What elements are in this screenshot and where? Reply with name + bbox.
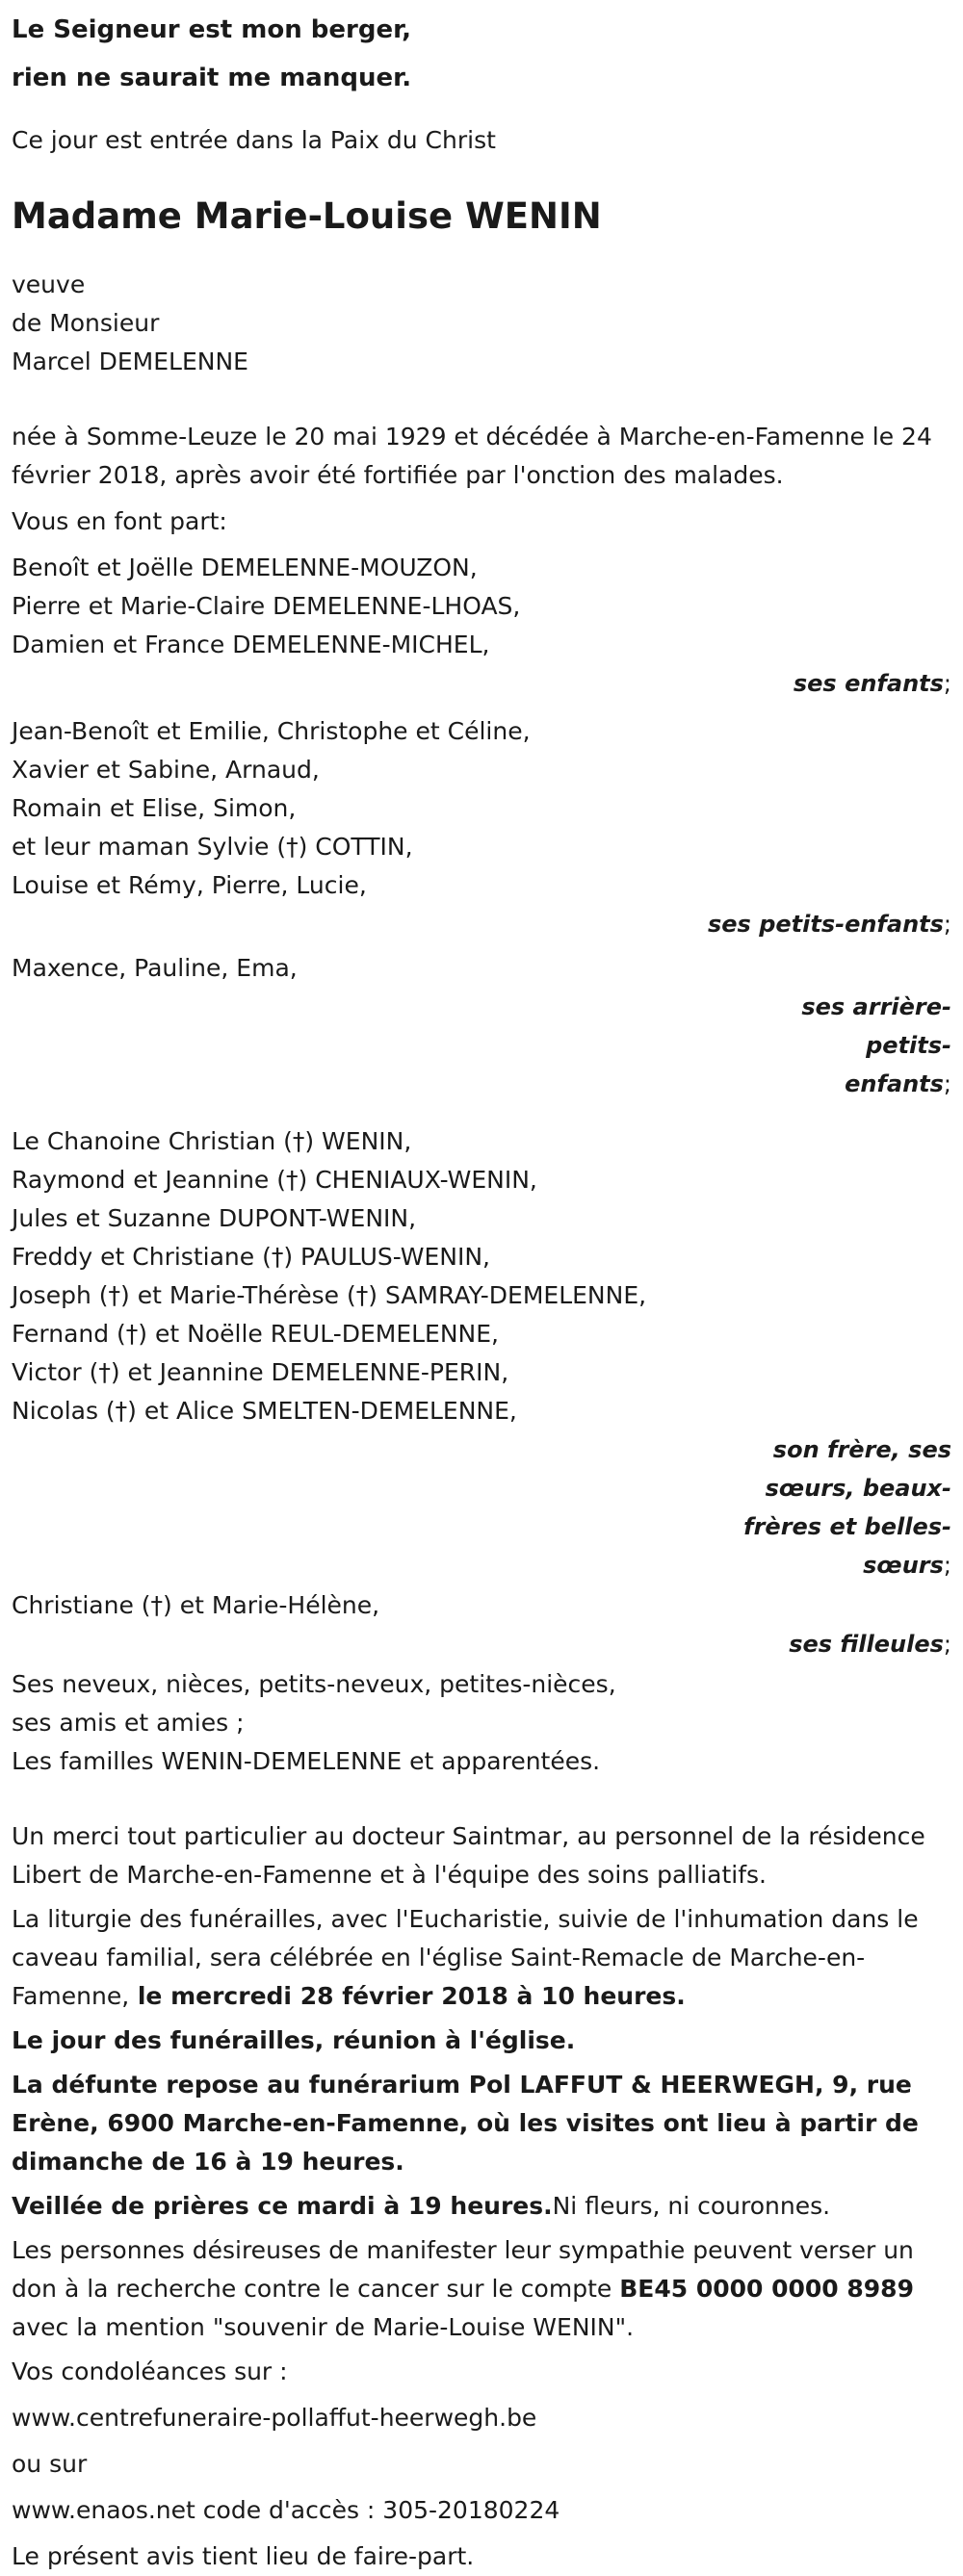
announce-text: Vous en font part: (12, 507, 227, 535)
bank-account: BE45 0000 0000 8989 (619, 2275, 914, 2303)
sibling-name: Le Chanoine Christian (†) WENIN, (12, 1127, 412, 1155)
others-line: Ses neveux, nièces, petits-neveux, petites-nièces, (12, 1670, 616, 1698)
spouse-line-1: veuve (12, 270, 86, 298)
vigil-text: Veillée de prières ce mardi à 19 heures.Ni fleurs, ni couronnes. (12, 2192, 831, 2220)
spouse-line-2: de Monsieur (12, 309, 160, 337)
child-name: Pierre et Marie-Claire DEMELENNE-LHOAS, (12, 592, 521, 620)
spouse-line-3: Marcel DEMELENNE (12, 348, 248, 375)
grandchild-name: Romain et Elise, Simon, (12, 794, 297, 822)
grandchild-name: et leur maman Sylvie (†) COTTIN, (12, 833, 413, 861)
grandchild-name: Louise et Rémy, Pierre, Lucie, (12, 871, 367, 899)
siblings-group (12, 1122, 951, 1584)
sibling-name: Victor (†) et Jeannine DEMELENNE-PERIN, (12, 1358, 509, 1386)
funeral-date: le mercredi 28 février 2018 à 10 heures. (129, 1982, 686, 2010)
thanks-text: Un merci tout particulier au docteur Saintmar, au personnel de la résidence Libert de Marche-en-Famenne et à l'équipe des soins palliatifs. (12, 1822, 925, 1889)
relation-label: son frère, ses sœurs, beaux- frères et belles- sœurs; (743, 1436, 951, 1579)
others-line: ses amis et amies ; (12, 1709, 245, 1737)
goddaughter-name: Christiane (†) et Marie-Hélène, (12, 1591, 380, 1619)
great-grandchildren-group (12, 949, 951, 1103)
verse-line-2: rien ne saurait me manquer. (12, 64, 412, 92)
relation-label: ses arrière-petits- enfants; (801, 993, 951, 1097)
birth-death-text: née à Somme-Leuze le 20 mai 1929 et décédée à Marche-en-Famenne le 24 février 2018, après avoir été fortifiée par l'onction des malades. (12, 423, 932, 489)
grandchild-name: Jean-Benoît et Emilie, Christophe et Céline, (12, 717, 531, 745)
closing-text: Le présent avis tient lieu de faire-part. (12, 2542, 475, 2570)
visitation-text: La défunte repose au funérarium Pol LAFFUT & HEERWEGH, 9, rue Erène, 6900 Marche-en-Famenne, où les visites ont lieu à partir de dimanche de 16 à 19 heures. (12, 2071, 919, 2176)
sibling-name: Jules et Suzanne DUPONT-WENIN, (12, 1204, 417, 1232)
intro-text: Ce jour est entrée dans la Paix du Christ (12, 126, 496, 154)
gathering-text: Le jour des funérailles, réunion à l'église. (12, 2026, 576, 2054)
others-line: Les familles WENIN-DEMELENNE et apparentées. (12, 1747, 601, 1775)
sibling-name: Freddy et Christiane (†) PAULUS-WENIN, (12, 1243, 490, 1271)
deceased-name: Madame Marie-Louise WENIN (12, 195, 602, 237)
condolences-link-1[interactable]: www.centrefuneraire-pollaffut-heerwegh.be (12, 2404, 537, 2432)
condolences-link-2[interactable]: www.enaos.net code d'accès : 305-20180224 (12, 2496, 560, 2524)
child-name: Damien et France DEMELENNE-MICHEL, (12, 631, 490, 658)
great-grandchild-name: Maxence, Pauline, Ema, (12, 954, 298, 982)
sibling-name: Nicolas (†) et Alice SMELTEN-DEMELENNE, (12, 1397, 517, 1425)
children-group (12, 549, 951, 703)
sibling-name: Joseph (†) et Marie-Thérèse (†) SAMRAY-DEMELENNE, (12, 1281, 647, 1309)
sibling-name: Fernand (†) et Noëlle REUL-DEMELENNE, (12, 1320, 499, 1348)
relation-label: ses petits-enfants; (707, 911, 951, 938)
condolences-or: ou sur (12, 2450, 88, 2478)
goddaughters-group (12, 1586, 951, 1663)
grandchild-name: Xavier et Sabine, Arnaud, (12, 756, 320, 784)
grandchildren-group (12, 712, 951, 943)
condolences-label: Vos condoléances sur : (12, 2357, 288, 2385)
donation-text: Les personnes désireuses de manifester leur sympathie peuvent verser un don à la recherche contre le cancer sur le compte BE45 0000 0000 8989 avec la mention "souvenir de Marie-Louise WENIN". (12, 2236, 914, 2341)
sibling-name: Raymond et Jeannine (†) CHENIAUX-WENIN, (12, 1166, 537, 1194)
relation-label: ses filleules; (789, 1631, 951, 1658)
relation-label: ses enfants; (793, 670, 951, 697)
liturgy-text: La liturgie des funérailles, avec l'Eucharistie, suivie de l'inhumation dans le caveau familial, sera célébrée en l'église Saint-Remacle de Marche-en-Famenne, le mercredi 28 février 2018 à 10 heures. (12, 1905, 919, 2010)
child-name: Benoît et Joëlle DEMELENNE-MOUZON, (12, 554, 478, 581)
verse-line-1: Le Seigneur est mon berger, (12, 15, 411, 44)
